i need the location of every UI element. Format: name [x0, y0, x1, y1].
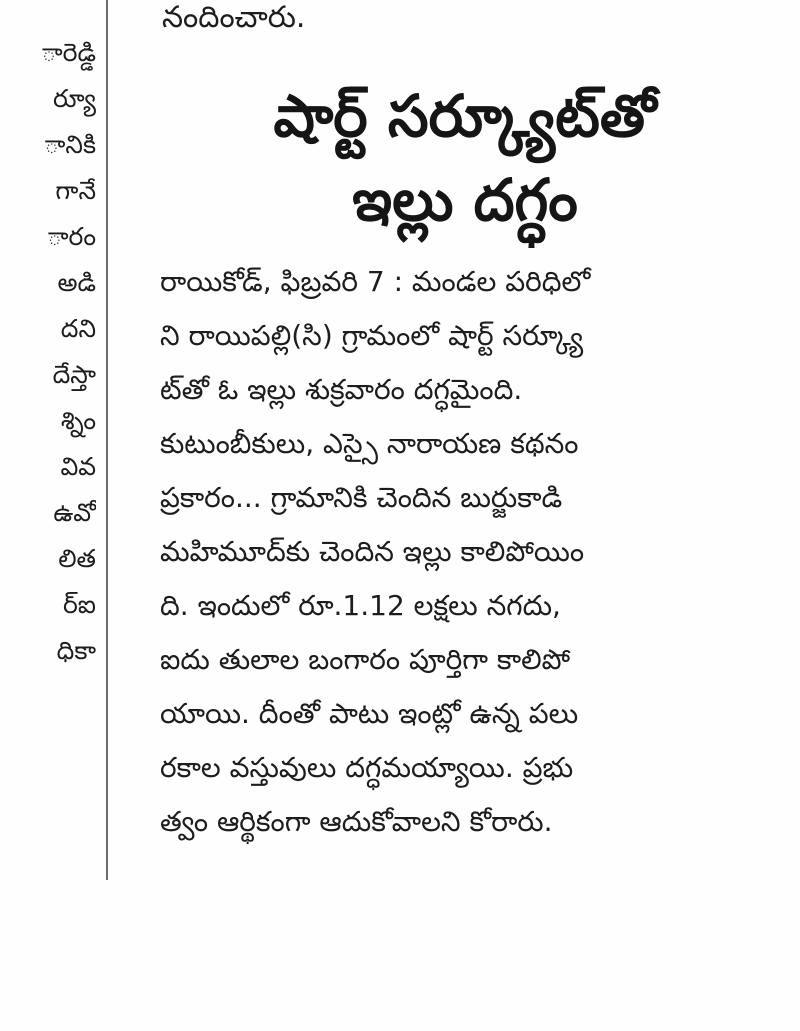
- previous-article-column: [0, 30, 100, 674]
- body-line: రకాల వస్తువులు దగ్ధమయ్యాయి. ప్రభు: [160, 751, 574, 784]
- previous-article-line: ఉవో: [53, 498, 96, 527]
- previous-article-line: లిత: [58, 544, 96, 573]
- body-line: మహిమూద్‌కు చెందిన ఇల్లు కాలిపోయిం: [160, 535, 585, 568]
- body-line: ట్‌తో ఓ ఇల్లు శుక్రవారం దగ్ధమైంది.: [160, 373, 523, 406]
- previous-article-line: ర్ఐ: [62, 590, 96, 619]
- previous-article-line: ర్యూ: [53, 84, 96, 113]
- article-headline: [150, 74, 780, 242]
- previous-article-line: అడి: [57, 268, 96, 297]
- previous-article-line: ధికా: [56, 636, 96, 665]
- preceding-text-fragment: నందించారు.: [162, 0, 306, 35]
- body-line: రాయికోడ్, ఫిబ్రవరి 7 : మండల పరిధిలో: [160, 265, 591, 298]
- headline-line: షార్ట్ సర్క్యూట్‌తో: [273, 82, 657, 150]
- previous-article-line: ానికి: [44, 130, 96, 159]
- body-line: యాయి. దీంతో పాటు ఇంట్లో ఉన్న పలు: [160, 697, 579, 730]
- body-line: త్వం ఆర్థికంగా ఆదుకోవాలని కోరారు.: [160, 805, 553, 838]
- previous-article-line: వివ: [60, 452, 96, 481]
- article-body: [160, 255, 750, 849]
- previous-article-line: గానే: [55, 176, 96, 205]
- previous-article-line: ారం: [47, 222, 96, 251]
- body-line: కుటుంబీకులు, ఎస్సై నారాయణ కథనం: [160, 427, 579, 460]
- previous-article-line: దని: [60, 314, 96, 343]
- body-line: ది. ఇందులో రూ.1.12 లక్షలు నగదు,: [160, 589, 561, 622]
- previous-article-line: ారెడ్డి: [41, 38, 96, 67]
- previous-article-line: దేస్తా: [52, 360, 96, 389]
- previous-article-line: శ్నిం: [60, 406, 96, 435]
- body-line: ని రాయిపల్లి(సి) గ్రామంలో షార్ట్ సర్క్యూ: [160, 319, 584, 352]
- column-divider: [106, 0, 108, 880]
- body-line: ప్రకారం... గ్రామానికి చెందిన బుర్జుకాడి: [160, 481, 563, 514]
- headline-line: ఇల్లు దగ్ధం: [352, 166, 578, 234]
- body-line: ఐదు తులాల బంగారం పూర్తిగా కాలిపో: [160, 643, 571, 676]
